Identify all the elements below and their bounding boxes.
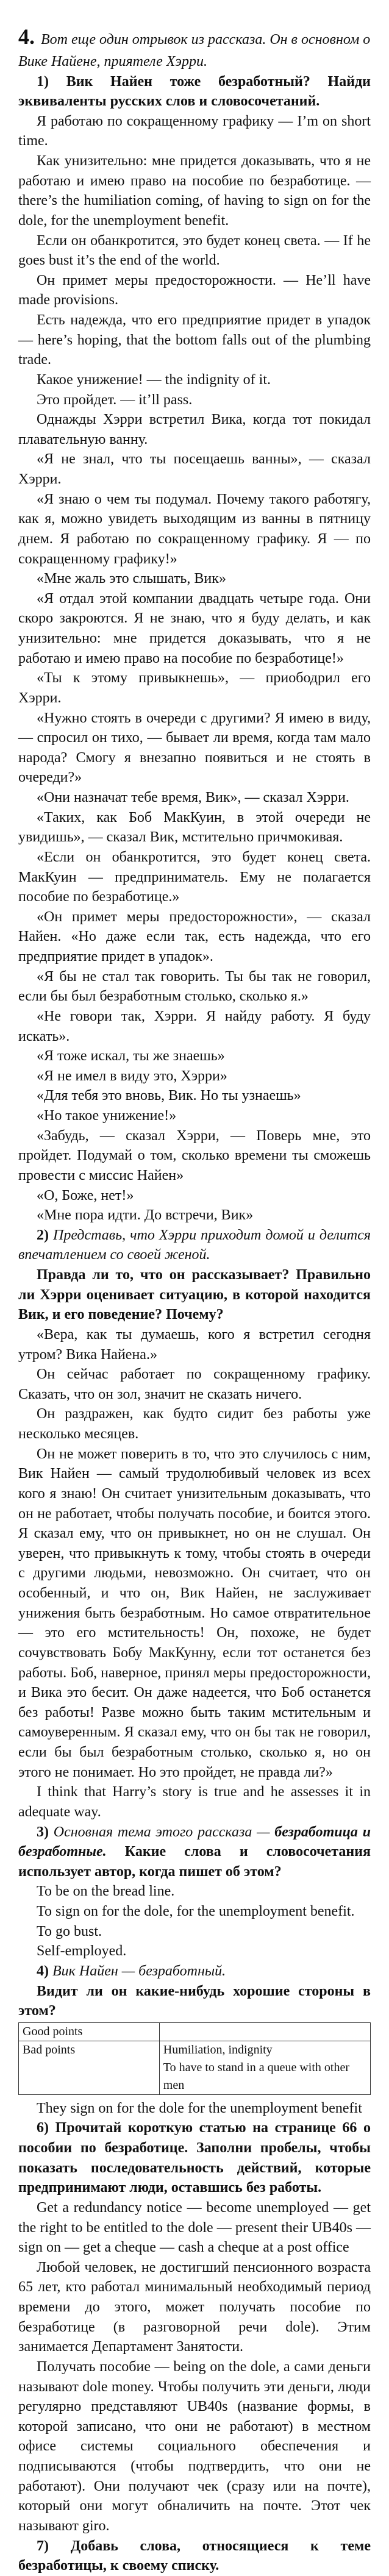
section2-number: 2): [37, 1227, 49, 1243]
task-intro: Вот еще один отрывок из рассказа. Он в основном о Вике Найене, приятеле Хэрри.: [18, 32, 371, 70]
task-number: 4.: [18, 24, 35, 49]
article-paragraph: Получать пособие — being on the dole, а сами деньги называют dole money. Чтобы получить эти деньги, люди регулярно представляют UB40s (название формы, в которой записано, что они не работают) в местном офисе системы социального обеспечения и подписываются (чтобы подтвердить, что они не работают). Они получают чек (сразу или на почте), который они могут обналичить на почте. Этот чек называют giro.: [18, 2358, 371, 2534]
section4-statement: [18, 1961, 371, 1982]
section3-theme: [18, 1822, 371, 1882]
table-row-good: [19, 2022, 371, 2041]
story-paragraph: «Я тоже искал, ты же знаешь»: [37, 1048, 225, 1065]
section1-heading: [18, 72, 371, 112]
equivalent-line: Есть надежда, что его предприятие придет в упадок — here’s hoping, that the bottom falls out of the plumbing trade.: [18, 312, 371, 368]
answer-paragraph: Он не может поверить в то, что это случилось с ним, Вик Найен — самый трудолюбивый человек из всех кого я знаю! Он считает унизительным доказывать, что он не работает, чтобы получать пособие, и боится этого. Я сказал ему, что он привыкнет, но он не слушал. Он уверен, что привыкнуть к тому, чтобы стоять в очереди с другими людьми, невозможно. Он считает, что он особенный, и что он, Вик Найен, не заслуживает унижения быть безработным. Но самое отвратительное — это его мстительность! Он, похоже, не будет сочувствовать Бобу МакКунну, если тот останется без работы. Боб, наверное, принял меры предосторожности, и Вика это бесит. Он даже надеется, что Боб останется без работы! Разве можно быть таким мстительным и самоуверенным. Я сказал ему, что он бы так не говорил, если бы был безработным столько, сколько я, но он этого не понимает. Но это пройдет, не правда ли?»: [18, 1446, 371, 1780]
section1-equivalents: [18, 112, 371, 410]
equivalent-line: Он примет меры предосторожности. — He’ll have made provisions.: [18, 272, 371, 309]
section3-theme-label: Основная тема этого рассказа —: [53, 1824, 270, 1840]
section4-question: Видит ли он какие-нибудь хорошие стороны в этом?: [18, 1983, 371, 2019]
answer-line: To go bust.: [37, 1923, 102, 1939]
story-paragraph: «Я бы не стал так говорить. Ты бы так не говорил, если бы был безработным столько, сколько я.»: [18, 968, 371, 1005]
answer-paragraph: Он сейчас работает по сокращенному графику. Сказать, что он зол, значит не сказать ничего.: [18, 1366, 371, 1402]
section2-instruction: [18, 1226, 371, 1265]
story-paragraph: «Мне жаль это слышать, Вик»: [37, 571, 226, 587]
article-paragraph: Любой человек, не достигший пенсионного возраста 65 лет, кто работал минимальный необходимый период времени до этого, может получать пособие по безработице (в разговорной речи dole). Этим занимается Департамент Занятости.: [18, 2259, 371, 2355]
story-paragraph: «Для тебя это вновь, Вик. Но ты узнаешь»: [37, 1088, 301, 1104]
section3-theme-value: безработица и безработные.: [18, 1824, 371, 1860]
equivalent-line: Если он обанкротится, это будет конец света. — If he goes bust it’s the end of the world.: [18, 232, 371, 269]
story-paragraph: «Забудь, — сказал Хэрри, — Поверь мне, это пройдет. Подумай о том, сколько времени ты сможешь провести с миссис Найен»: [18, 1127, 371, 1183]
equivalent-line: Я работаю по сокращенному графику — I’m on short time.: [18, 113, 371, 149]
section6-number: 6): [37, 2120, 49, 2136]
section1-story: [18, 410, 371, 1226]
equivalent-line: Это пройдет. — it’ll pass.: [37, 391, 193, 408]
story-paragraph: «Я не имел в виду это, Хэрри»: [37, 1068, 227, 1084]
section7-heading-text: Добавь слова, относящиеся к теме безработицы, к своему списку.: [18, 2538, 371, 2574]
answer-paragraph: Он раздражен, как будто сидит без работы уже несколько месяцев.: [18, 1406, 371, 1443]
section6-heading-text: Прочитай короткую статью на странице 66 о пособии по безработице. Заполни пробелы, чтобы показать последовательность действий, которые предпринимают люди, оставшись без работы.: [18, 2120, 371, 2196]
story-paragraph: «Я отдал этой компании двадцать четыре года. Они скоро закроются. Я не знаю, что я буду делать, и как унизительно: мне придется доказывать, что я не работаю и имею право на пособие по безработице!»: [18, 590, 371, 666]
equivalent-line: Какое унижение! — the indignity of it.: [37, 371, 271, 388]
story-paragraph: «О, Боже, нет!»: [37, 1187, 134, 1204]
points-table: [18, 2022, 371, 2095]
story-paragraph: «Он примет меры предосторожности», — сказал Найен. «Но даже если так, есть надежда, что его предприятие придет в упадок».: [18, 908, 371, 965]
section7-number: 7): [37, 2538, 49, 2554]
section6-body: [18, 2198, 371, 2536]
story-paragraph: «Нужно стоять в очереди с другими? Я имею в виду, — спросил он тихо, — бывает ли время, когда там мало народа? Смогу я внезапно появиться и не стоять в очереди?»: [18, 710, 371, 786]
answer-line: Self-employed.: [37, 1943, 127, 1960]
section3-answers: [18, 1882, 371, 1961]
story-paragraph: «Не говори так, Хэрри. Я найду работу. Я буду искать».: [18, 1008, 371, 1044]
bad-points-label: Bad points: [19, 2041, 160, 2094]
equivalent-line: Как унизительно: мне придется доказывать, что я не работаю и имею право на пособие по безработице. — there’s the humiliation coming, of having to sign on for the dole, for the unemployment benefit.: [18, 153, 371, 229]
section7-heading: [18, 2536, 371, 2576]
bad-points-values: [159, 2041, 370, 2094]
story-paragraph: «Они назначат тебе время, Вик», — сказал Хэрри.: [37, 790, 349, 806]
story-paragraph: «Таких, как Боб МакКуин, в этой очереди не увидишь», — сказал Вик, мстительно причмокивая.: [18, 809, 371, 846]
section4-number: 4): [37, 1963, 49, 1979]
answer-line: To sign on for the dole, for the unemployment benefit.: [37, 1903, 355, 1920]
section1-heading-text: Вик Найен тоже безработный? Найди эквиваленты русских слов и словосочетаний.: [18, 73, 371, 110]
section4-statement-text: Вик Найен — безработный.: [52, 1963, 226, 1979]
answer-paragraph: I think that Harry’s story is true and he assesses it in adequate way.: [18, 1784, 371, 1820]
story-paragraph: «Мне пора идти. До встречи, Вик»: [37, 1207, 254, 1224]
section3-number: 3): [37, 1824, 49, 1840]
section6-heading: [18, 2118, 371, 2198]
section1-number: 1): [37, 73, 49, 90]
story-paragraph: Однажды Хэрри встретил Вика, когда тот покидал плавательную ванну.: [18, 412, 371, 448]
section2-instruction-text: Представь, что Хэрри приходит домой и делится впечатлением со своей женой.: [18, 1227, 371, 1263]
answer-line: To be on the bread line.: [37, 1883, 175, 1900]
answer-paragraph: «Вера, как ты думаешь, кого я встретил сегодня утром? Вика Найена.»: [18, 1326, 371, 1363]
section4-after: They sign on for the dole for the unemployment benefit: [37, 2100, 362, 2116]
story-paragraph: «Ты к этому привыкнешь», — приободрил его Хэрри.: [18, 670, 371, 706]
good-points-label: Good points: [19, 2022, 160, 2041]
story-paragraph: «Но такое унижение!»: [37, 1108, 177, 1124]
story-paragraph: «Я знаю о чем ты подумал. Почему такого работягу, как я, можно увидеть выходящим из ванны в пятницу днем. Я работаю по сокращенному графику. Я — по сокращенному графику!»: [18, 491, 371, 567]
table-row-bad: [19, 2041, 371, 2094]
bad-point: To have to stand in a queue with other men: [163, 2060, 349, 2092]
story-paragraph: «Если он обанкротится, это будет конец света. МакКуин — предприниматель. Ему не полагается пособие по безработице.»: [18, 849, 371, 905]
section3-question: Какие слова и словосочетания использует автор, когда пишет об этом?: [18, 1844, 371, 1880]
section2-answer: [18, 1325, 371, 1822]
section2-question: Правда ли то, что он рассказывает? Правильно ли Хэрри оценивает ситуацию, в которой находится Вик, и его поведение? Почему?: [18, 1267, 371, 1323]
story-paragraph: «Я не знал, что ты посещаешь ванны», — сказал Хэрри.: [18, 451, 371, 488]
bad-point: Humiliation, indignity: [163, 2043, 273, 2057]
article-paragraph: Get a redundancy notice — become unemployed — get the right to be entitled to the dole — present their UB40s — sign on — get a cheque — cash a cheque at a post office: [18, 2199, 371, 2256]
task-header: [18, 22, 371, 72]
good-points-value: [159, 2022, 370, 2041]
